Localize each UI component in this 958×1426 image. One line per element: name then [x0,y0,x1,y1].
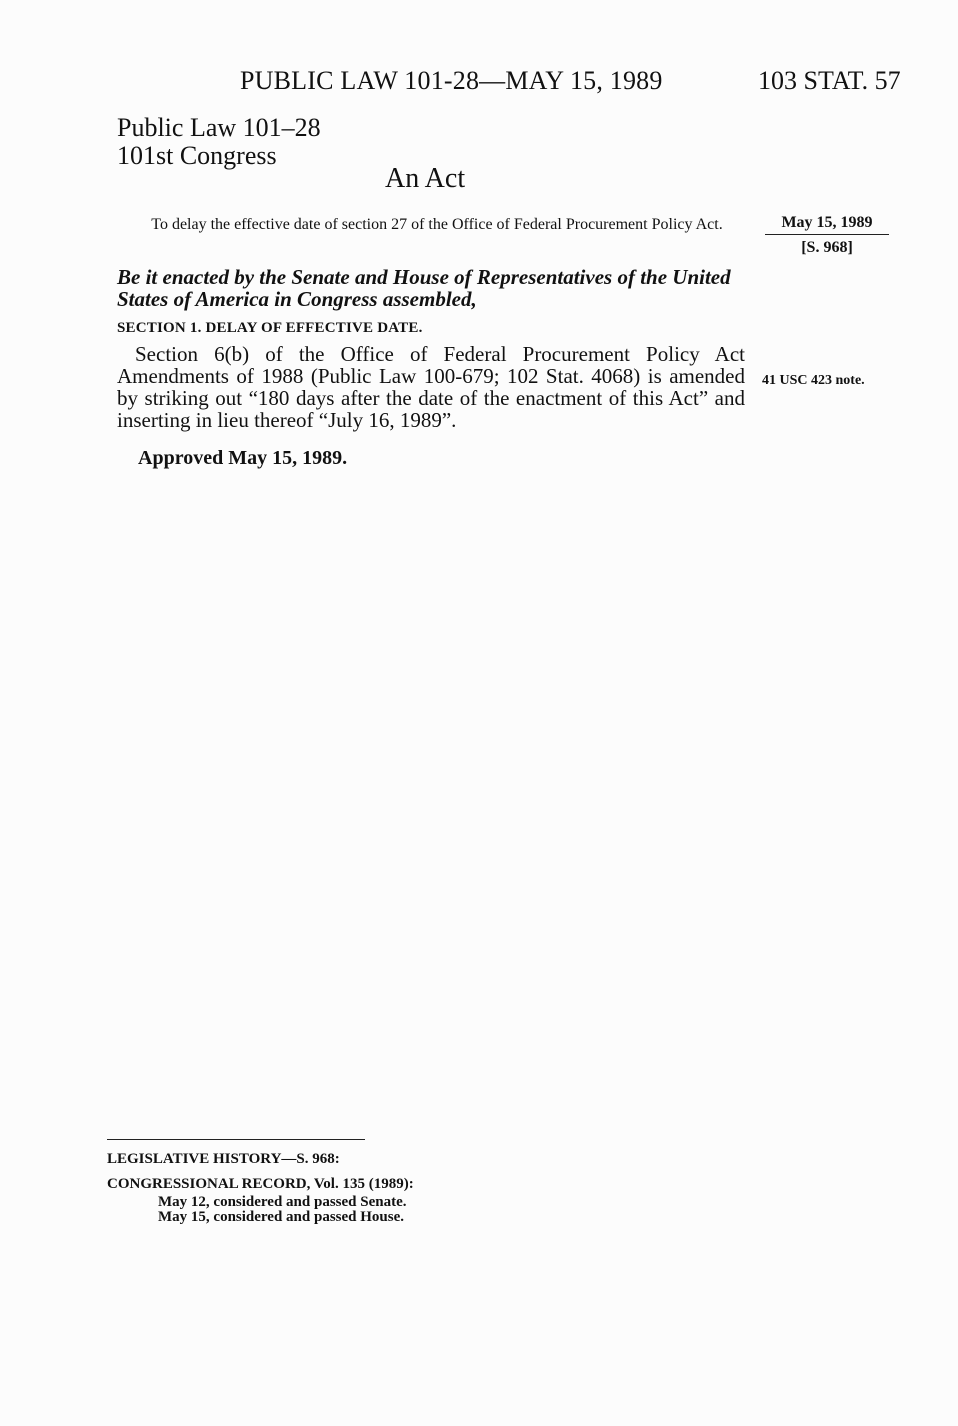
section-body-text: Section 6(b) of the Office of Federal Procurement Policy Act Amendments of 1988 (Public Law 100-679; 102 Stat. 4068) is amended by striking out “180 days after the date of the enactment of this Act” and inserting in lieu thereof “July 16, 1989”. [117,342,745,432]
history-action: May 12, considered and passed Senate. [158,1194,407,1210]
running-head: PUBLIC LAW 101-28—MAY 15, 1989 [240,66,663,95]
stat-page-number: 103 STAT. 57 [758,66,901,95]
approval-date: Approved May 15, 1989. [138,447,348,469]
legislative-history-label: LEGISLATIVE HISTORY—S. 968: [107,1151,340,1167]
footnote-divider [107,1139,365,1140]
congressional-record-label: CONGRESSIONAL RECORD, Vol. 135 (1989): [107,1176,414,1192]
usc-margin-note: 41 USC 423 note. [762,373,865,388]
margin-divider [765,234,889,235]
congress-number: 101st Congress [117,141,277,170]
margin-date-block [764,214,890,257]
enacting-clause: Be it enacted by the Senate and House of Representatives of the United States of America in Congress assembled, [117,265,731,311]
margin-bill-number: [S. 968] [801,239,853,256]
act-purpose: To delay the effective date of section 27 of the Office of Federal Procurement Policy Act. [151,216,723,233]
section-heading: SECTION 1. DELAY OF EFFECTIVE DATE. [117,320,423,336]
public-law-number: Public Law 101–28 [117,113,321,142]
section-body [117,343,745,431]
act-heading: An Act [385,163,466,194]
margin-date: May 15, 1989 [781,214,873,231]
history-action: May 15, considered and passed House. [158,1209,405,1225]
